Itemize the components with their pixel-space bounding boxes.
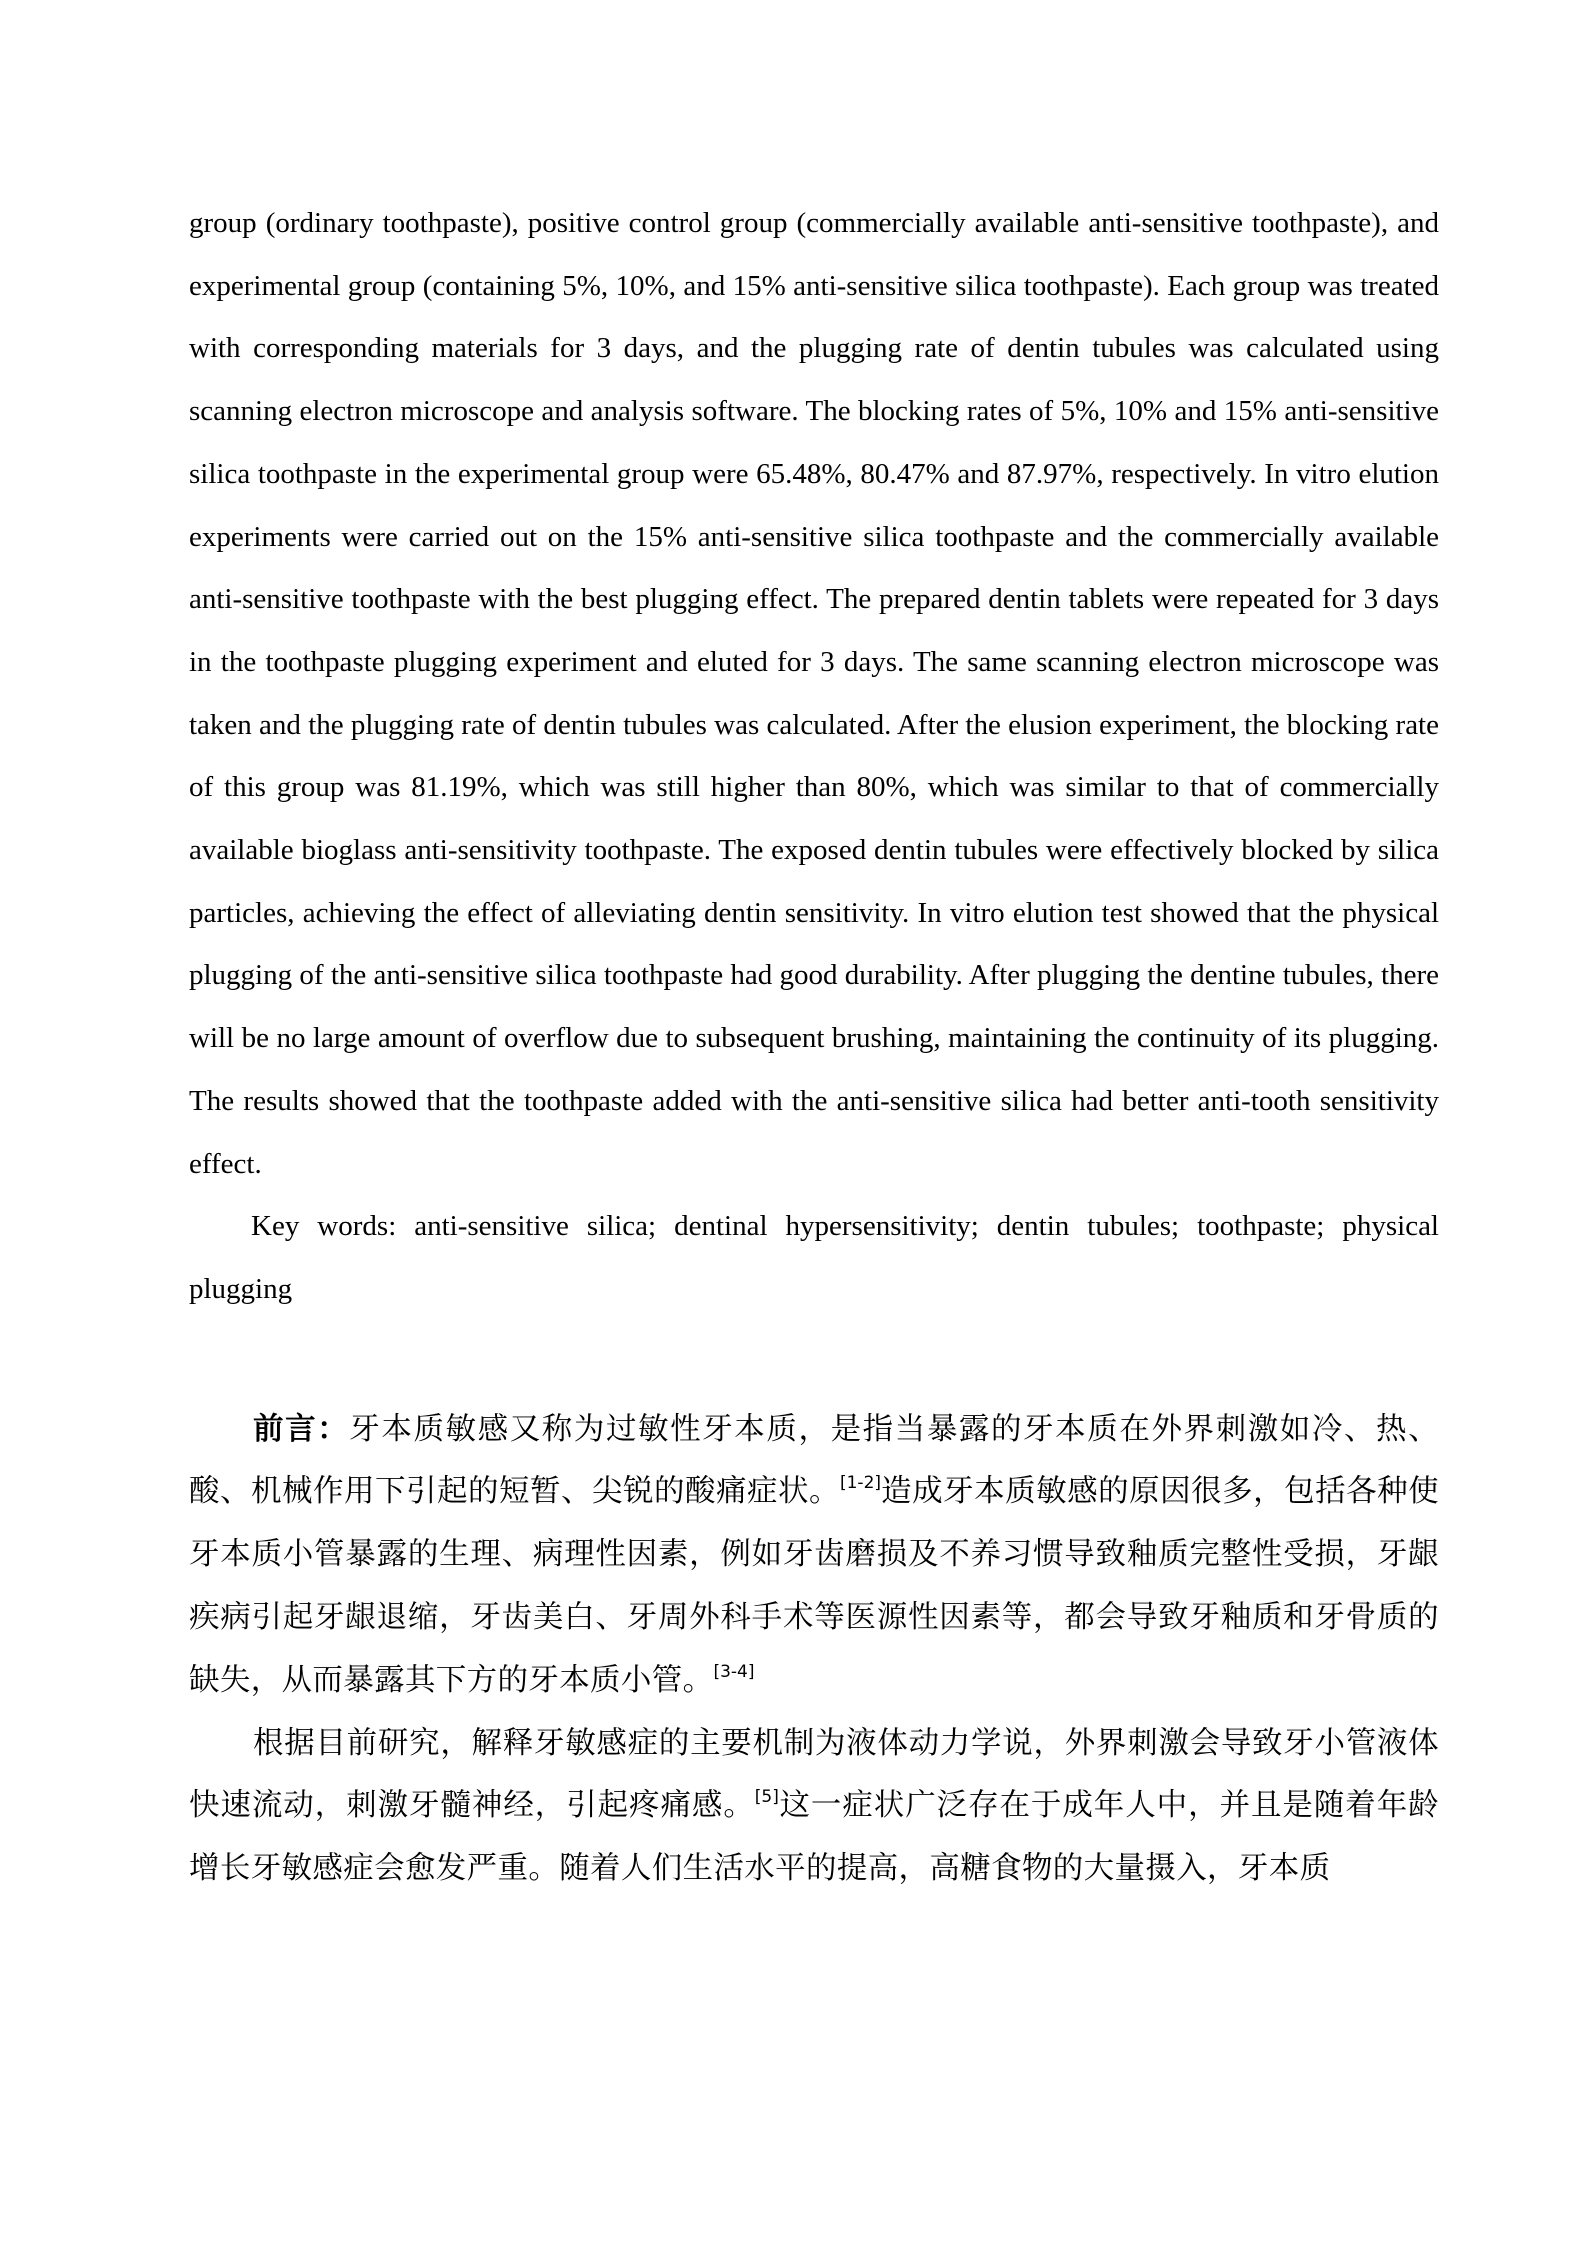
- intro-paragraph-1: [189, 1399, 1439, 1713]
- intro-heading: 前言：: [253, 1411, 350, 1447]
- intro-p2-text-1: 根据目前研究，解释牙敏感症的主要机制为液体动力学说，外界刺激会导致牙小管液体快速流动，刺激牙髓神经，引起疼痛感。: [189, 1725, 1439, 1824]
- citation-1-2: [1-2]: [839, 1473, 882, 1494]
- intro-p1-text-1: 牙本质敏感又称为过敏性牙本质，是指当暴露的牙本质在外界刺激如冷、热、酸、机械作用下引起的短暂、尖锐的酸痛症状。: [189, 1411, 1439, 1510]
- intro-p2-text-2: 这一症状广泛存在于成年人中，并且是随着年龄增长牙敏感症会愈发严重。随着人们生活水平的提高，高糖食物的大量摄入，牙本质: [189, 1788, 1439, 1887]
- paper-page: [189, 192, 1439, 1901]
- abstract-paragraph: group (ordinary toothpaste), positive control group (commercially available anti-sensitive toothpaste), and experimental group (containing 5%, 10%, and 15% anti-sensitive silica toothpaste). Each group was treated with corresponding materials for 3 days, and the plugging rate of dentin tubules was calculated using scanning electron microscope and analysis software. The blocking rates of 5%, 10% and 15% anti-sensitive silica toothpaste in the experimental group were 65.48%, 80.47% and 87.97%, respectively. In vitro elution experiments were carried out on the 15% anti-sensitive silica toothpaste and the commercially available anti-sensitive toothpaste with the best plugging effect. The prepared dentin tablets were repeated for 3 days in the toothpaste plugging experiment and eluted for 3 days. The same scanning electron microscope was taken and the plugging rate of dentin tubules was calculated. After the elusion experiment, the blocking rate of this group was 81.19%, which was still higher than 80%, which was similar to that of commercially available bioglass anti-sensitivity toothpaste. The exposed dentin tubules were effectively blocked by silica particles, achieving the effect of alleviating dentin sensitivity. In vitro elution test showed that the physical plugging of the anti-sensitive silica toothpaste had good durability. After plugging the dentine tubules, there will be no large amount of overflow due to subsequent brushing, maintaining the continuity of its plugging. The results showed that the toothpaste added with the anti-sensitive silica had better anti-tooth sensitivity effect.: [189, 207, 1439, 1180]
- intro-paragraph-2: [189, 1713, 1439, 1901]
- keywords-line: Key words: anti-sensitive silica; dentinal hypersensitivity; dentin tubules; toothpaste; physical plugging: [189, 1210, 1439, 1305]
- citation-5: [5]: [754, 1787, 779, 1808]
- introduction-section: [189, 1399, 1439, 1901]
- intro-p1-text-2: 造成牙本质敏感的原因很多，包括各种使牙本质小管暴露的生理、病理性因素，例如牙齿磨损及不养习惯导致釉质完整性受损，牙龈疾病引起牙龈退缩，牙齿美白、牙周外科手术等医源性因素等，都会导致牙釉质和牙骨质的缺失，从而暴露其下方的牙本质小管。: [189, 1474, 1439, 1698]
- citation-3-4: [3-4]: [713, 1661, 755, 1682]
